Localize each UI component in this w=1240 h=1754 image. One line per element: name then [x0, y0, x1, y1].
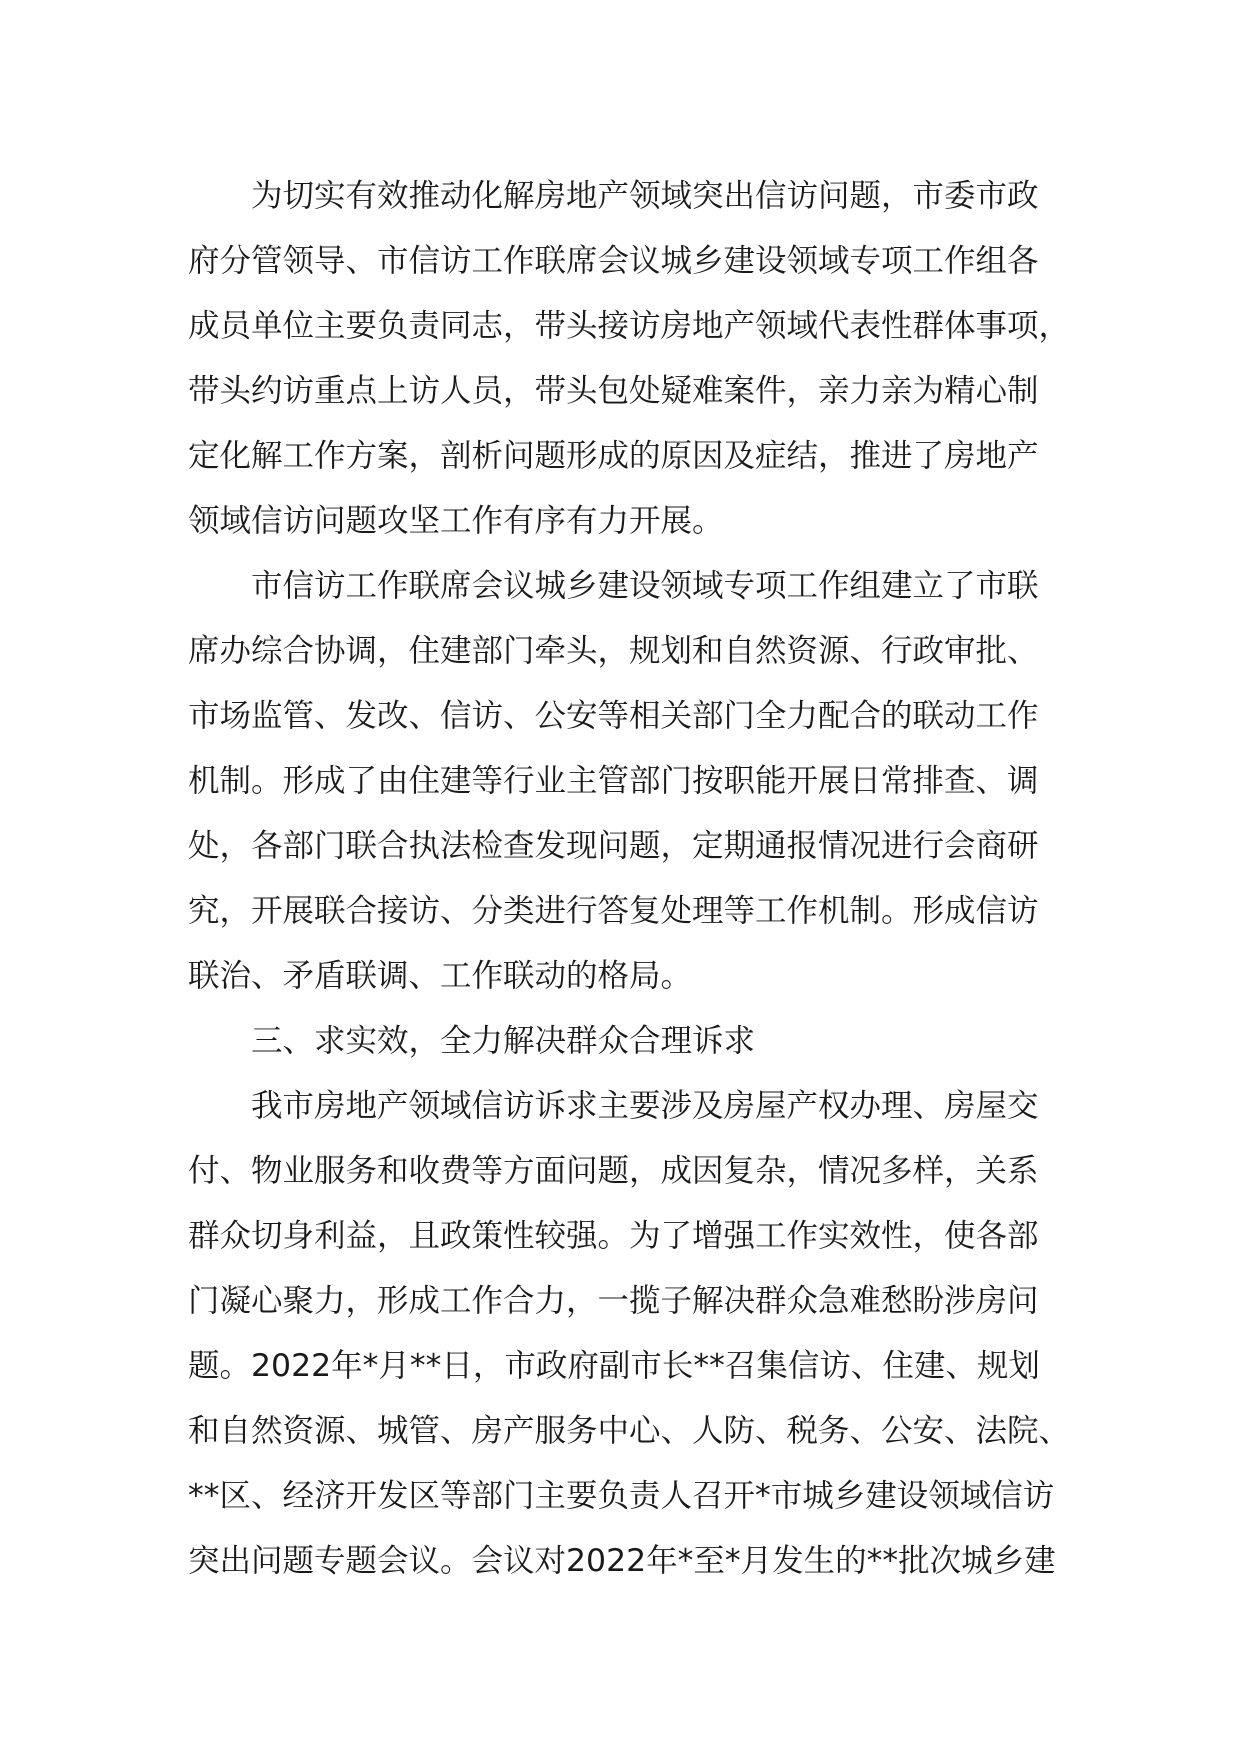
- text-line: 领域信访问题攻坚工作有序有力开展。: [188, 503, 724, 539]
- text-line: 究，开展联合接访、分类进行答复处理等工作机制。形成信访: [188, 893, 1039, 929]
- text-line: 门凝心聚力，形成工作合力，一揽子解决群众急难愁盼涉房问: [188, 1283, 1039, 1319]
- text-line: 付、物业服务和收费等方面问题，成因复杂，情况多样，关系: [188, 1153, 1039, 1189]
- paragraph-3: [188, 1074, 1071, 1594]
- text-line: 为切实有效推动化解房地产领域突出信访问题，市委市政: [251, 178, 1039, 214]
- text-line: 群众切身利益，且政策性较强。为了增强工作实效性，使各部: [188, 1218, 1039, 1254]
- text-line: 带头约访重点上访人员，带头包处疑难案件，亲力亲为精心制: [188, 373, 1039, 409]
- text-line: 突出问题专题会议。会议对2022年*至*月发生的**批次城乡建: [188, 1543, 1056, 1579]
- text-line: 处，各部门联合执法检查发现问题，定期通报情况进行会商研: [188, 828, 1039, 864]
- section-heading: [188, 1009, 1063, 1074]
- text-line: 席办综合协调，住建部门牵头，规划和自然资源、行政审批、: [188, 633, 1039, 669]
- text-line: 市信访工作联席会议城乡建设领域专项工作组建立了市联: [251, 568, 1039, 604]
- paragraph-2: [188, 554, 1063, 1009]
- paragraph-1: [188, 164, 1071, 554]
- text-line: **区、经济开发区等部门主要负责人召开*市城乡建设领域信访: [188, 1478, 1055, 1514]
- text-line: 定化解工作方案，剖析问题形成的原因及症结，推进了房地产: [188, 438, 1039, 474]
- text-line: 联治、矛盾联调、工作联动的格局。: [188, 958, 693, 994]
- text-line: 府分管领导、市信访工作联席会议城乡建设领域专项工作组各: [188, 243, 1039, 279]
- text-line: 我市房地产领域信访诉求主要涉及房屋产权办理、房屋交: [251, 1088, 1039, 1124]
- text-line: 成员单位主要负责同志，带头接访房地产领域代表性群体事项，: [188, 308, 1071, 344]
- text-line: 和自然资源、城管、房产服务中心、人防、税务、公安、法院、: [188, 1413, 1071, 1449]
- body-text: [188, 164, 1071, 1594]
- text-line: 市场监管、发改、信访、公安等相关部门全力配合的联动工作: [188, 698, 1039, 734]
- heading-line: 三、求实效，全力解决群众合理诉求: [251, 1023, 756, 1059]
- text-line: 题。2022年*月**日，市政府副市长**召集信访、住建、规划: [188, 1348, 1040, 1384]
- text-line: 机制。形成了由住建等行业主管部门按职能开展日常排查、调: [188, 763, 1039, 799]
